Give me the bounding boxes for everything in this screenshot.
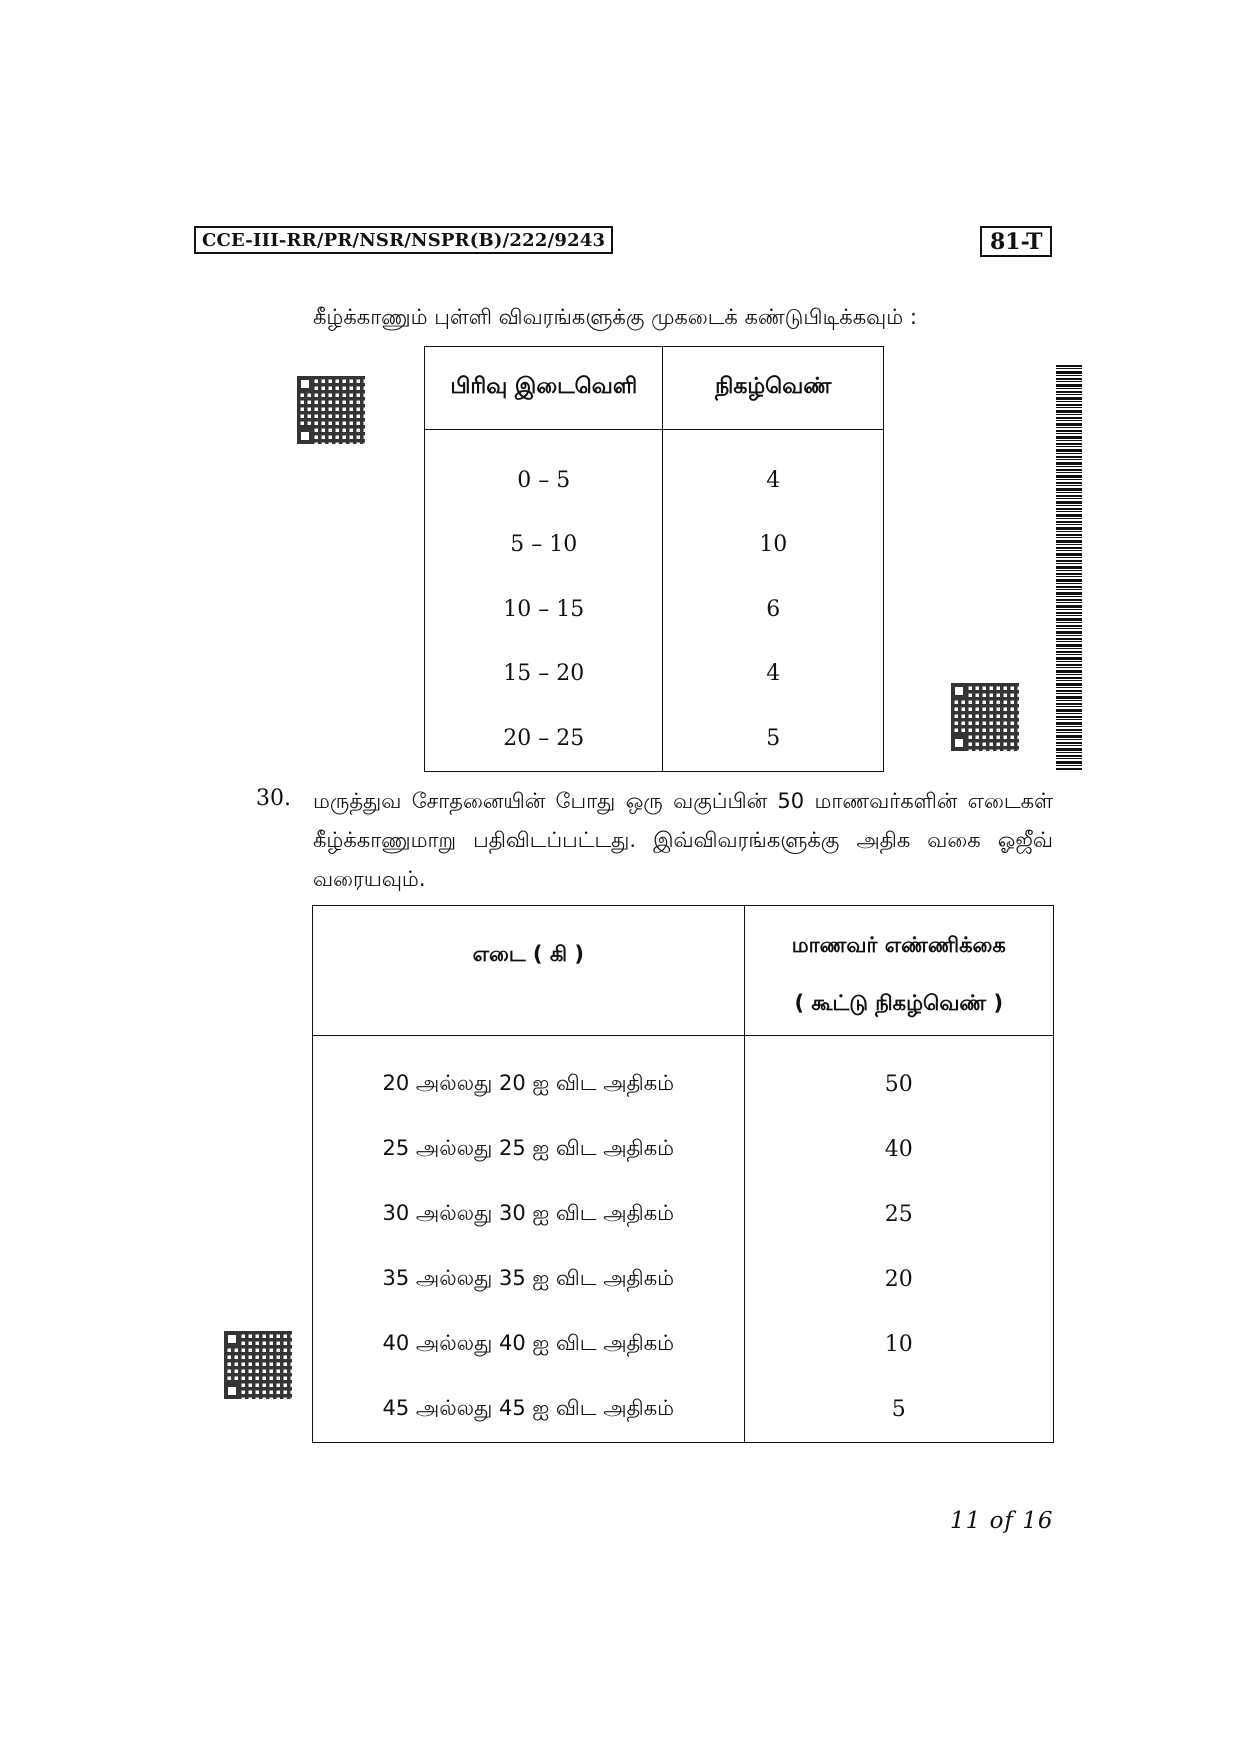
table-row [425, 430, 884, 513]
frequency-table [424, 346, 884, 772]
table-row [425, 577, 884, 642]
table-header: பிரிவு இடைவெளி [425, 347, 663, 430]
table-row [313, 1182, 1054, 1247]
table-cell: 4 [663, 642, 884, 707]
instruction-text: கீழ்க்காணும் புள்ளி விவரங்களுக்கு முகடைக் கண்டுபிடிக்கவும் : [313, 305, 917, 329]
table-header [744, 906, 1053, 1036]
table-cell: 50 [744, 1036, 1053, 1118]
header-line: ( கூட்டு நிகழ்வெண் ) [794, 990, 1004, 1015]
table-row [313, 1312, 1054, 1377]
question-text: மருத்துவ சோதனையின் போது ஒரு வகுப்பின் 50 மாணவர்களின் எடைகள் கீழ்க்காணுமாறு பதிவிடப்பட்டது. இவ்விவரங்களுக்கு அதிக வகை ஓஜீவ் வரையவும். [313, 789, 1053, 891]
table-cell: 20 – 25 [425, 706, 663, 771]
table-cell: 10 – 15 [425, 577, 663, 642]
paper-code: CCE-III-RR/PR/NSR/NSPR(B)/222/9243 [194, 226, 613, 254]
table-cell: 30 அல்லது 30 ஐ விட அதிகம் [313, 1182, 745, 1247]
cumulative-frequency-table [312, 905, 1054, 1443]
table-cell: 35 அல்லது 35 ஐ விட அதிகம் [313, 1247, 745, 1312]
table-row [425, 706, 884, 771]
table-row [425, 513, 884, 578]
table-cell: 20 [744, 1247, 1053, 1312]
table-cell: 0 – 5 [425, 430, 663, 513]
table-cell: 5 [663, 706, 884, 771]
table-row [313, 1117, 1054, 1182]
table-cell: 5 – 10 [425, 513, 663, 578]
table-header: எடை ( கி ) [313, 906, 745, 1036]
table-cell: 10 [663, 513, 884, 578]
table-header: நிகழ்வெண் [663, 347, 884, 430]
table-cell: 25 [744, 1182, 1053, 1247]
series-code: 81-T [980, 226, 1052, 257]
question-number: 30. [256, 786, 291, 811]
table-cell: 6 [663, 577, 884, 642]
table-row [313, 1247, 1054, 1312]
table-cell: 10 [744, 1312, 1053, 1377]
table-row [425, 642, 884, 707]
table-cell: 45 அல்லது 45 ஐ விட அதிகம் [313, 1377, 745, 1443]
header-line: மாணவர் எண்ணிக்கை [791, 932, 1006, 957]
table-cell: 25 அல்லது 25 ஐ விட அதிகம் [313, 1117, 745, 1182]
table-cell: 40 அல்லது 40 ஐ விட அதிகம் [313, 1312, 745, 1377]
table-cell: 20 அல்லது 20 ஐ விட அதிகம் [313, 1036, 745, 1118]
table-cell: 40 [744, 1117, 1053, 1182]
table-cell: 5 [744, 1377, 1053, 1443]
qr-code-icon [951, 683, 1019, 751]
table-cell: 15 – 20 [425, 642, 663, 707]
table-row [313, 1036, 1054, 1118]
table-row [313, 1377, 1054, 1443]
table-cell: 4 [663, 430, 884, 513]
barcode-icon [1056, 365, 1082, 770]
qr-code-icon [224, 1331, 292, 1399]
qr-code-icon [297, 376, 365, 444]
page-number: 11 of 16 [950, 1508, 1054, 1534]
